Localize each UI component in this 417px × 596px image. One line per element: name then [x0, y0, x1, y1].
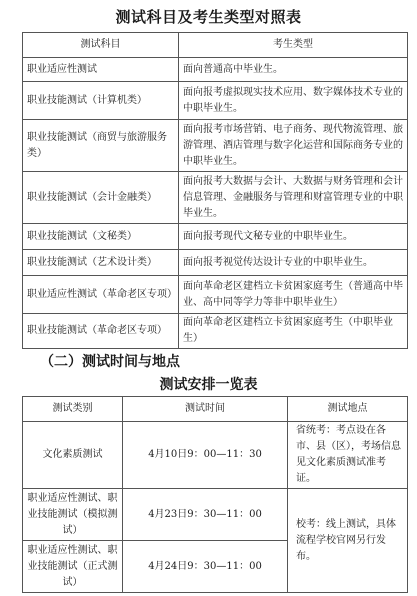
- candidate-type-cell: 面向革命老区建档立卡贫困家庭考生（中职毕业生）: [179, 314, 408, 349]
- subject-cell: 职业技能测试（艺术设计类）: [23, 250, 179, 276]
- table-header-row: [23, 33, 408, 58]
- column-header: 测试科目: [23, 33, 179, 58]
- location-cell: 省统考：考点设在各市、县（区），考场信息见文化素质测试准考证。: [288, 422, 408, 489]
- document-title: 测试科目及考生类型对照表: [115, 8, 302, 26]
- schedule-table: [22, 396, 408, 593]
- table-header-row: [23, 397, 408, 422]
- subject-cell: 职业适应性测试（革命老区专项）: [23, 276, 179, 314]
- category-cell: 职业适应性测试、职业技能测试（正式测试）: [23, 541, 123, 593]
- candidate-type-cell: 面向报考虚拟现实技术应用、数字媒体技术专业的中职毕业生。: [179, 82, 408, 120]
- candidate-type-cell: 面向革命老区建档立卡贫困家庭考生（普通高中毕业、高中同等学力等非中职毕业生）: [179, 276, 408, 314]
- table-row: [23, 422, 408, 489]
- table-row: [23, 82, 408, 120]
- subject-cell: 职业技能测试（文秘类）: [23, 224, 179, 250]
- subjects-table: [22, 32, 408, 349]
- candidate-type-cell: 面向报考市场营销、电子商务、现代物流管理、旅游管理、酒店管理与数字化运营和国际商务专业的中职毕业生。: [179, 120, 408, 172]
- candidate-type-cell: 面向报考视觉传达设计专业的中职毕业生。: [179, 250, 408, 276]
- column-header: 测试类别: [23, 397, 123, 422]
- table-row: [23, 250, 408, 276]
- candidate-type-cell: 面向报考现代文秘专业的中职毕业生。: [179, 224, 408, 250]
- table-row: [23, 58, 408, 82]
- subject-cell: 职业适应性测试: [23, 58, 179, 82]
- time-cell: 4月24日9：30—11：00: [123, 541, 288, 593]
- table-row: [23, 172, 408, 224]
- column-header: 测试地点: [288, 397, 408, 422]
- table-row: [23, 489, 408, 541]
- table-row: [23, 276, 408, 314]
- category-cell: 文化素质测试: [23, 422, 123, 489]
- subject-cell: 职业技能测试（革命老区专项）: [23, 314, 179, 349]
- subject-cell: 职业技能测试（商贸与旅游服务类）: [23, 120, 179, 172]
- column-header: 测试时间: [123, 397, 288, 422]
- subject-cell: 职业技能测试（计算机类）: [23, 82, 179, 120]
- subject-cell: 职业技能测试（会计金融类）: [23, 172, 179, 224]
- candidate-type-cell: 面向普通高中毕业生。: [179, 58, 408, 82]
- time-cell: 4月23日9：30—11：00: [123, 489, 288, 541]
- candidate-type-cell: 面向报考大数据与会计、大数据与财务管理和会计信息管理、金融服务与管理和财富管理专业的中职毕业生。: [179, 172, 408, 224]
- table-row: [23, 314, 408, 349]
- schedule-title: 测试安排一览表: [159, 377, 258, 393]
- category-cell: 职业适应性测试、职业技能测试（模拟测试）: [23, 489, 123, 541]
- section-heading: （二）测试时间与地点: [40, 354, 180, 370]
- column-header: 考生类型: [179, 33, 408, 58]
- table-row: [23, 120, 408, 172]
- table-row: [23, 224, 408, 250]
- time-cell: 4月10日9：00—11：30: [123, 422, 288, 489]
- location-cell: 校考：线上测试，具体流程学校官网另行发布。: [288, 489, 408, 593]
